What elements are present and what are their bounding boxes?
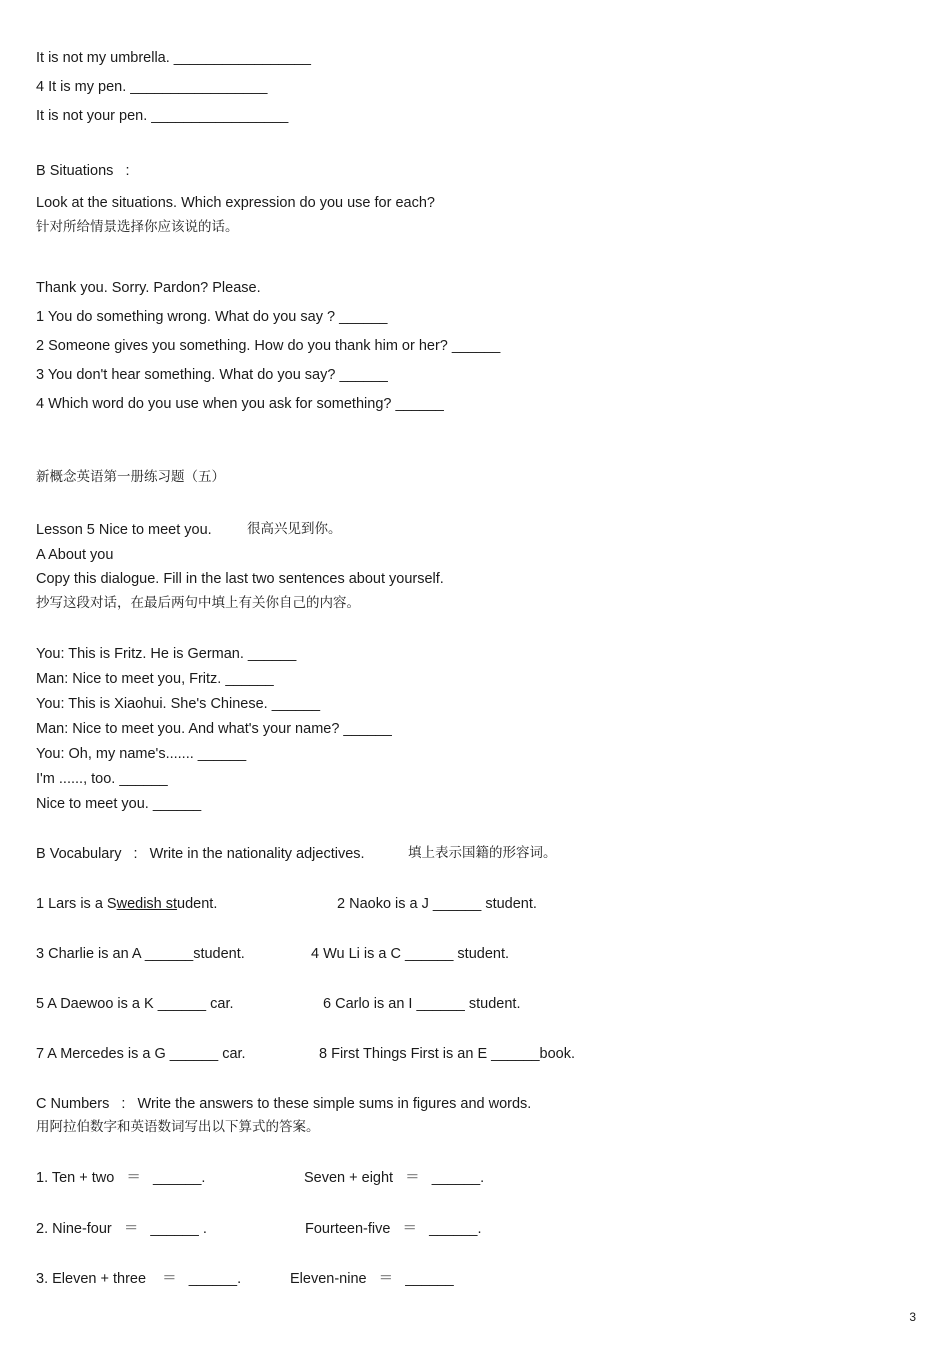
numbers-heading-cn: 用阿拉伯数字和英语数词写出以下算式的答案。 (36, 1119, 320, 1135)
lesson-instruction-en: Copy this dialogue. Fill in the last two sentences about yourself. (36, 571, 444, 587)
vocabulary-q3: 3 Charlie is an A ______student. (36, 946, 245, 962)
numbers-heading: C Numbers : Write the answers to these simple sums in figures and words. (36, 1096, 532, 1112)
vocabulary-q1: 1 Lars is a Swedish student. (36, 896, 218, 912)
numbers-row-3-right: Eleven-nine ＝ ______ (290, 1271, 454, 1287)
vocabulary-q8: 8 First Things First is an E ______book. (319, 1046, 576, 1062)
dialogue-line: You: This is Fritz. He is German. ______ (36, 646, 297, 662)
vocabulary-q2: 2 Naoko is a J ______ student. (337, 896, 537, 912)
vocabulary-q7: 7 A Mercedes is a G ______ car. (36, 1046, 246, 1062)
section-a-heading: A About you (36, 547, 114, 563)
dialogue-line: I'm ......, too. ______ (36, 771, 168, 787)
part-a-line-1: It is not my umbrella. _________________ (36, 50, 311, 66)
vocabulary-q5: 5 A Daewoo is a K ______ car. (36, 996, 234, 1012)
situations-heading: B Situations : (36, 163, 130, 179)
vocabulary-heading: B Vocabulary : Write in the nationality adjectives. (36, 846, 365, 862)
part-a-line-3: It is not your pen. _________________ (36, 108, 289, 124)
dialogue-line: Nice to meet you. ______ (36, 796, 202, 812)
part-a-line-2: 4 It is my pen. _________________ (36, 79, 268, 95)
lesson-title: Lesson 5 Nice to meet you. (36, 522, 212, 538)
situations-question: 4 Which word do you use when you ask for something? ______ (36, 396, 444, 412)
situations-question: 3 You don't hear something. What do you say? ______ (36, 367, 388, 383)
numbers-row-2-left: 2. Nine-four ＝ ______ . (36, 1221, 207, 1237)
lesson-title-cn: 很高兴见到你。 (247, 521, 342, 537)
dialogue-line: Man: Nice to meet you. And what's your name? ______ (36, 721, 392, 737)
vocabulary-q4: 4 Wu Li is a C ______ student. (311, 946, 510, 962)
dialogue-line: You: This is Xiaohui. She's Chinese. ______ (36, 696, 321, 712)
numbers-row-2-right: Fourteen-five ＝ ______. (305, 1221, 482, 1237)
dialogue-line: Man: Nice to meet you, Fritz. ______ (36, 671, 274, 687)
vocabulary-heading-cn: 填上表示国籍的形容词。 (408, 845, 557, 861)
numbers-row-3-left: 3. Eleven + three ＝ ______. (36, 1271, 242, 1287)
dialogue-line: You: Oh, my name's....... ______ (36, 746, 247, 762)
situations-question: 2 Someone gives you something. How do you thank him or her? ______ (36, 338, 501, 354)
lesson-instruction-cn: 抄写这段对话，在最后两句中填上有关你自己的内容。 (36, 595, 360, 611)
page-number: 3 (909, 1310, 916, 1324)
numbers-row-1-right: Seven + eight ＝ ______. (304, 1170, 485, 1186)
vocabulary-q6: 6 Carlo is an I ______ student. (323, 996, 521, 1012)
situations-instruction-en: Look at the situations. Which expression do you use for each? (36, 195, 435, 211)
situations-options: Thank you. Sorry. Pardon? Please. (36, 280, 261, 296)
situations-instruction-cn: 针对所给情景选择你应该说的话。 (36, 219, 239, 235)
numbers-row-1-left: 1. Ten + two ＝ ______. (36, 1170, 206, 1186)
situations-question: 1 You do something wrong. What do you say ? ______ (36, 309, 388, 325)
exercise-title: 新概念英语第一册练习题（五） (36, 469, 225, 485)
